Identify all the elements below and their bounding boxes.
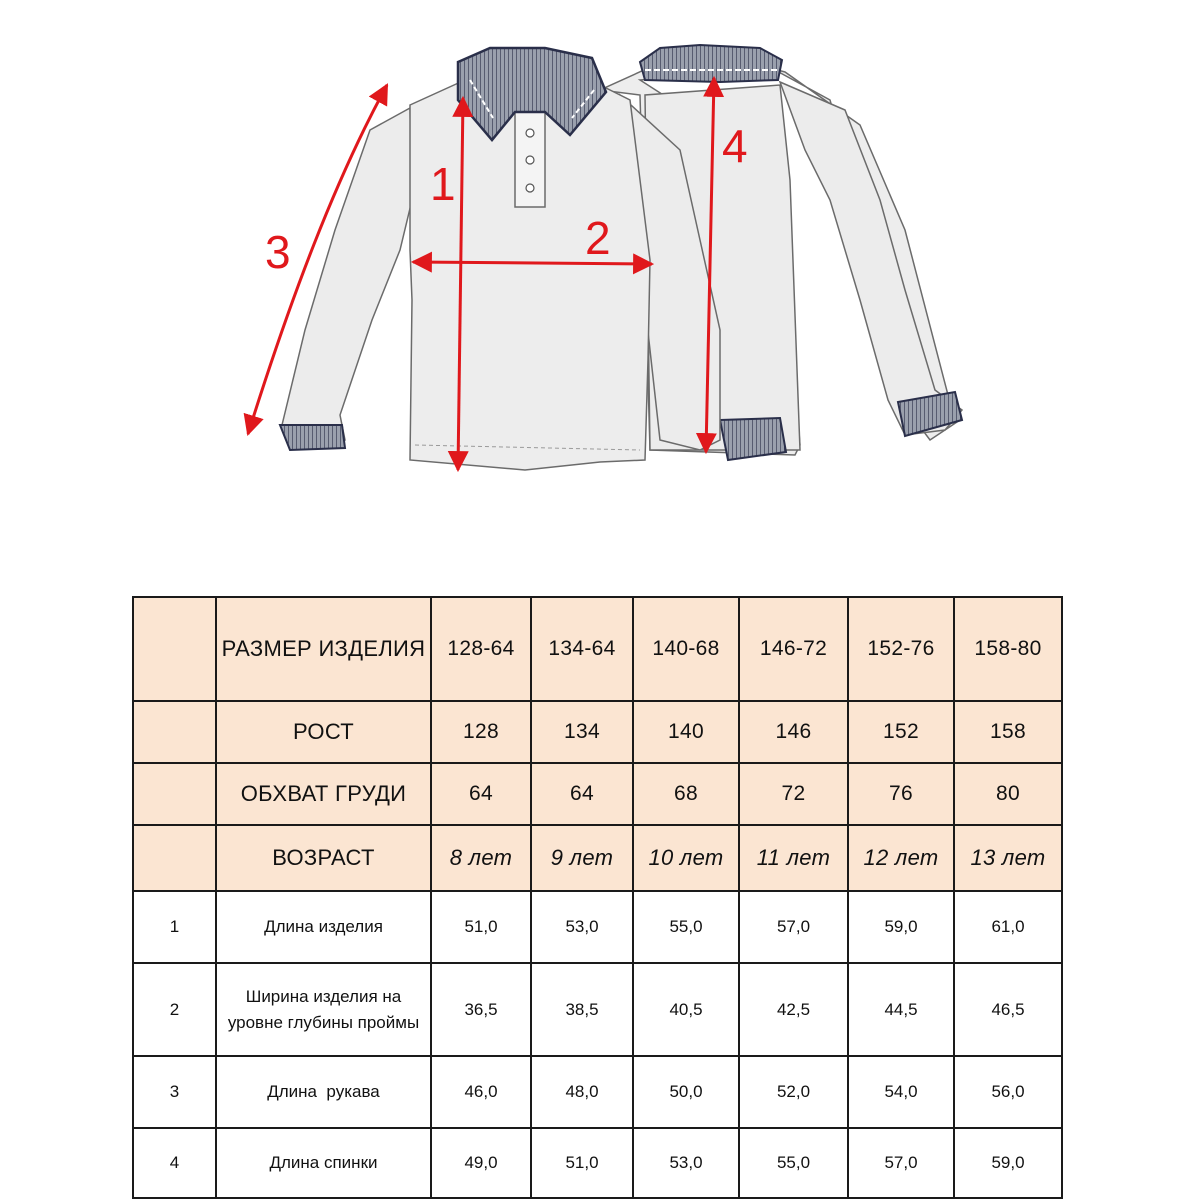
table-cell: 54,0 <box>848 1056 954 1128</box>
table-cell: 61,0 <box>954 891 1062 963</box>
table-cell: 152-76 <box>848 597 954 701</box>
measure-label-1: 1 <box>430 158 456 210</box>
row-label: ВОЗРАСТ <box>216 825 431 891</box>
table-corner <box>133 701 216 763</box>
table-row <box>133 891 1062 963</box>
table-cell: 158-80 <box>954 597 1062 701</box>
table-cell: 8 лет <box>431 825 531 891</box>
table-cell: 40,5 <box>633 963 739 1056</box>
measure-name: Длина рукава <box>216 1056 431 1128</box>
table-corner <box>133 597 216 701</box>
table-cell: 64 <box>431 763 531 825</box>
table-cell: 128-64 <box>431 597 531 701</box>
table-row <box>133 1056 1062 1128</box>
header-row-chest <box>133 763 1062 825</box>
table-cell: 42,5 <box>739 963 848 1056</box>
table-cell: 53,0 <box>531 891 633 963</box>
table-cell: 56,0 <box>954 1056 1062 1128</box>
measure-name: Длина спинки <box>216 1128 431 1198</box>
table-cell: 140-68 <box>633 597 739 701</box>
table-cell: 51,0 <box>531 1128 633 1198</box>
measure-name: Длина изделия <box>216 891 431 963</box>
row-label: РАЗМЕР ИЗДЕЛИЯ <box>216 597 431 701</box>
table-cell: 57,0 <box>739 891 848 963</box>
table-row <box>133 963 1062 1056</box>
table-cell: 46,5 <box>954 963 1062 1056</box>
table-cell: 12 лет <box>848 825 954 891</box>
table-row <box>133 1128 1062 1198</box>
measure-number: 1 <box>133 891 216 963</box>
table-cell: 53,0 <box>633 1128 739 1198</box>
table-cell: 134-64 <box>531 597 633 701</box>
table-cell: 48,0 <box>531 1056 633 1128</box>
size-table <box>132 596 1063 1199</box>
table-cell: 72 <box>739 763 848 825</box>
table-cell: 59,0 <box>848 891 954 963</box>
table-cell: 13 лет <box>954 825 1062 891</box>
header-row-age <box>133 825 1062 891</box>
table-corner <box>133 763 216 825</box>
table-cell: 49,0 <box>431 1128 531 1198</box>
measure-label-3: 3 <box>265 226 291 278</box>
row-label: ОБХВАТ ГРУДИ <box>216 763 431 825</box>
table-cell: 51,0 <box>431 891 531 963</box>
measure-label-2: 2 <box>585 212 611 264</box>
row-label: РОСТ <box>216 701 431 763</box>
header-row-height <box>133 701 1062 763</box>
table-cell: 46,0 <box>431 1056 531 1128</box>
table-cell: 64 <box>531 763 633 825</box>
table-cell: 140 <box>633 701 739 763</box>
table-cell: 128 <box>431 701 531 763</box>
measure-number: 2 <box>133 963 216 1056</box>
garment-diagram <box>0 0 1200 560</box>
measure-number: 3 <box>133 1056 216 1128</box>
table-cell: 152 <box>848 701 954 763</box>
table-cell: 68 <box>633 763 739 825</box>
table-cell: 52,0 <box>739 1056 848 1128</box>
table-cell: 134 <box>531 701 633 763</box>
table-cell: 76 <box>848 763 954 825</box>
measure-number: 4 <box>133 1128 216 1198</box>
table-cell: 36,5 <box>431 963 531 1056</box>
table-cell: 59,0 <box>954 1128 1062 1198</box>
table-cell: 9 лет <box>531 825 633 891</box>
table-cell: 146 <box>739 701 848 763</box>
table-cell: 146-72 <box>739 597 848 701</box>
measure-name: Ширина изделия на уровне глубины проймы <box>216 963 431 1056</box>
table-cell: 55,0 <box>633 891 739 963</box>
table-cell: 38,5 <box>531 963 633 1056</box>
table-cell: 80 <box>954 763 1062 825</box>
table-cell: 44,5 <box>848 963 954 1056</box>
table-cell: 57,0 <box>848 1128 954 1198</box>
header-row-size <box>133 597 1062 701</box>
table-corner <box>133 825 216 891</box>
measure-label-4: 4 <box>722 120 748 172</box>
table-cell: 10 лет <box>633 825 739 891</box>
table-cell: 50,0 <box>633 1056 739 1128</box>
table-cell: 55,0 <box>739 1128 848 1198</box>
table-cell: 11 лет <box>739 825 848 891</box>
table-cell: 158 <box>954 701 1062 763</box>
